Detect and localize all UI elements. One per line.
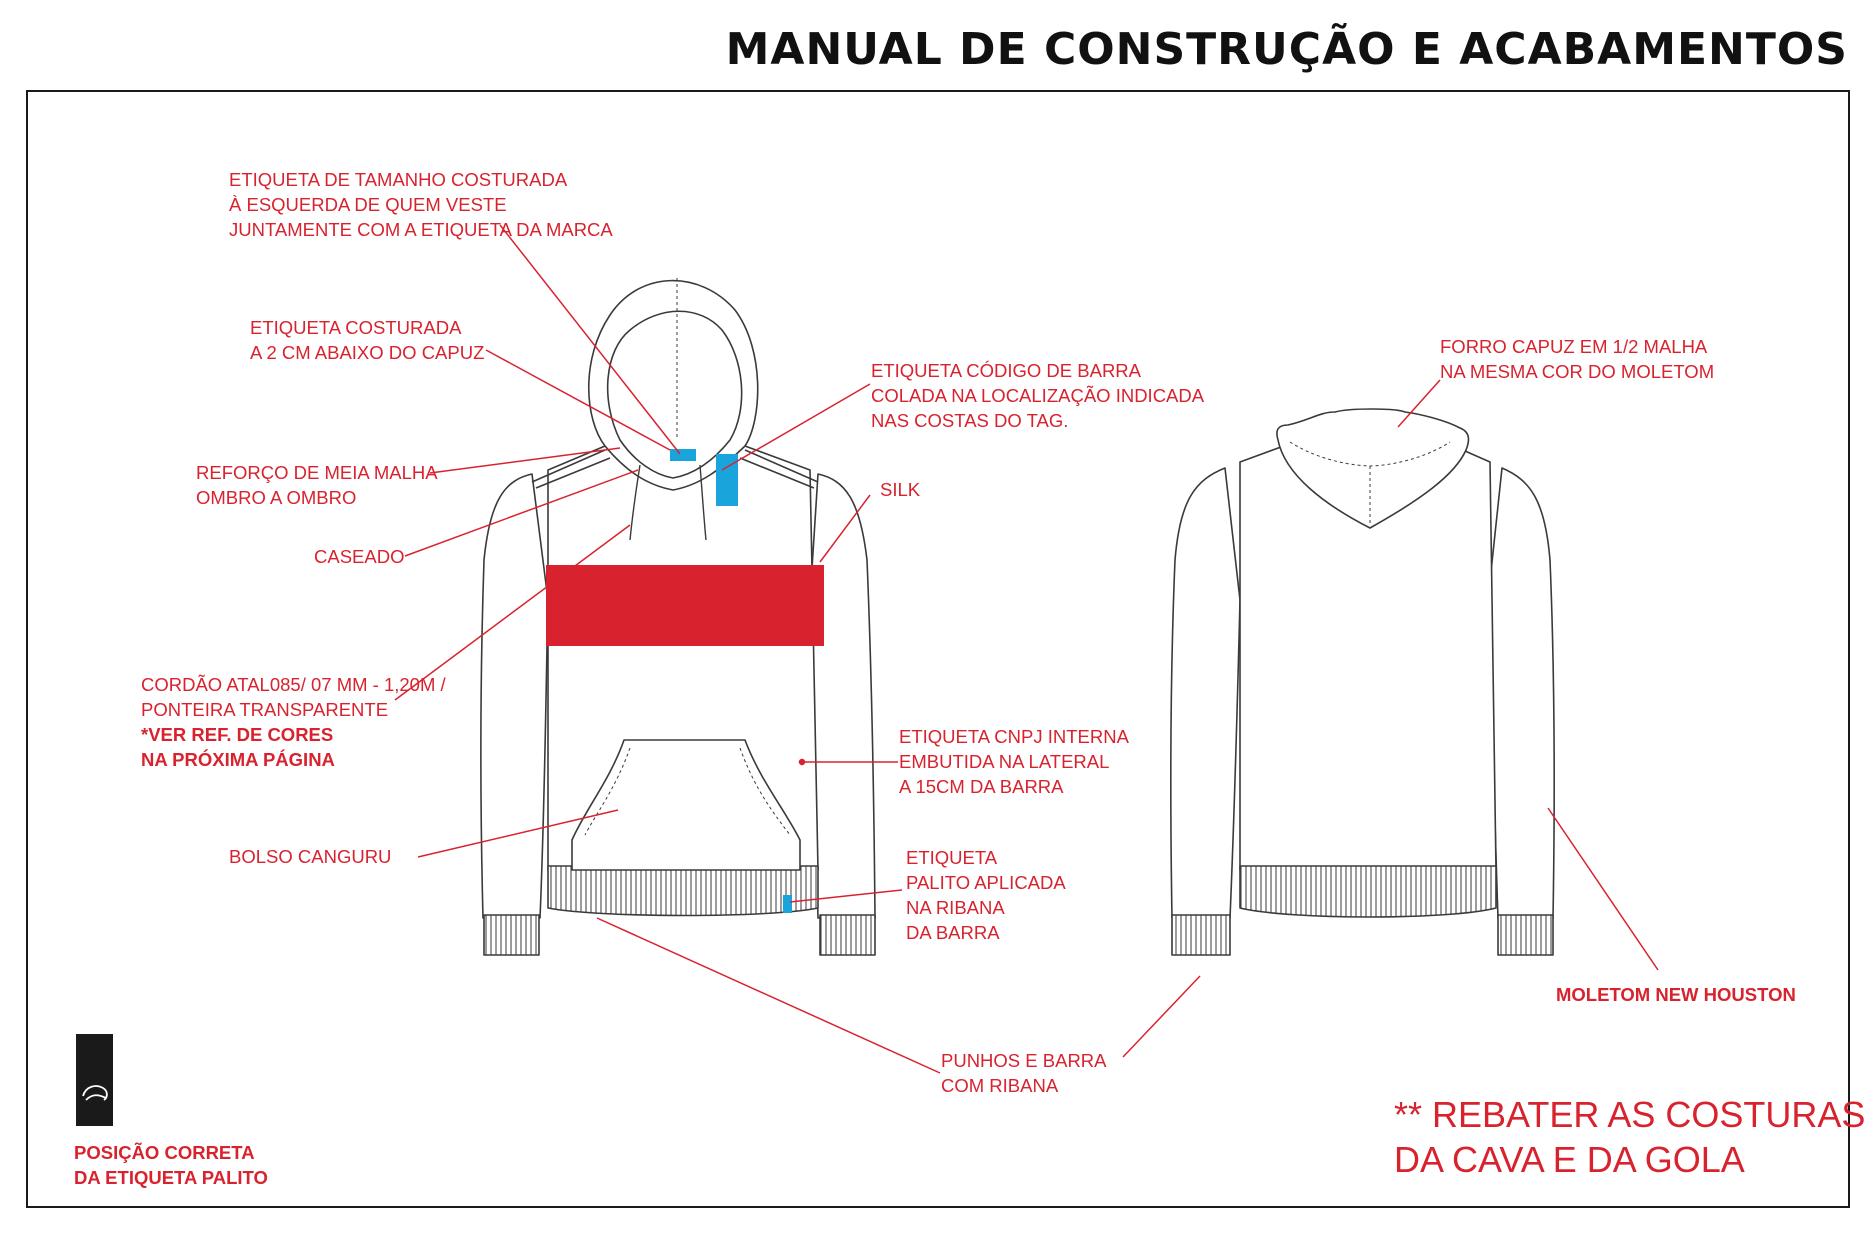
buttonhole-note: CASEADO [314, 546, 405, 567]
palito-tag-example [76, 1034, 113, 1126]
front-bottom-rib [548, 866, 818, 916]
front-left-sleeve [481, 474, 548, 918]
front-right-cuff [820, 915, 875, 955]
hood-lining-note: FORRO CAPUZ EM 1/2 MALHA NA MESMA COR DO MOLETOM [1440, 336, 1715, 382]
seam-instruction-note: ** REBATER AS COSTURAS DA CAVA E DA GOLA [1394, 1094, 1866, 1180]
back-left-cuff [1172, 915, 1230, 955]
pocket-note: BOLSO CANGURU [229, 846, 392, 867]
page-title: MANUAL DE CONSTRUÇÃO E ACABAMENTOS [725, 24, 1848, 75]
barcode-note: ETIQUETA CÓDIGO DE BARRA COLADA NA LOCALIZAÇÃO INDICADA NAS COSTAS DO TAG. [871, 360, 1205, 431]
cuffs-note: PUNHOS E BARRA COM RIBANA [941, 1050, 1107, 1096]
back-bottom-rib [1240, 866, 1496, 917]
brand-logo-icon [76, 1034, 113, 1126]
back-left-sleeve [1171, 468, 1240, 918]
back-view [1171, 409, 1554, 955]
reinforcement-note: REFORÇO DE MEIA MALHA OMBRO A OMBRO [196, 462, 438, 508]
silk-print-area [546, 565, 824, 646]
size-label-tag [670, 449, 696, 461]
sewn-label-note: ETIQUETA COSTURADA A 2 CM ABAIXO DO CAPUZ [250, 317, 485, 363]
front-left-cuff [484, 915, 539, 955]
back-right-sleeve [1488, 468, 1554, 918]
palito-position-note: POSIÇÃO CORRETA DA ETIQUETA PALITO [74, 1142, 268, 1188]
front-right-sleeve [810, 474, 875, 918]
silk-note: SILK [880, 479, 921, 500]
palito-note: ETIQUETA PALITO APLICADA NA RIBANA DA BARRA [906, 847, 1066, 943]
cord-note: CORDÃO ATAL085/ 07 MM - 1,20M / PONTEIRA TRANSPARENTE *VER REF. DE CORES NA PRÓXIMA PÁGINA [141, 674, 446, 770]
fabric-note: MOLETOM NEW HOUSTON [1556, 984, 1796, 1005]
size-label-note: ETIQUETA DE TAMANHO COSTURADA À ESQUERDA DE QUEM VESTE JUNTAMENTE COM A ETIQUETA DA MARCA [229, 169, 613, 240]
palito-tag-marker [783, 895, 792, 913]
cnpj-note: ETIQUETA CNPJ INTERNA EMBUTIDA NA LATERAL A 15CM DA BARRA [899, 726, 1129, 797]
back-right-cuff [1498, 915, 1553, 955]
